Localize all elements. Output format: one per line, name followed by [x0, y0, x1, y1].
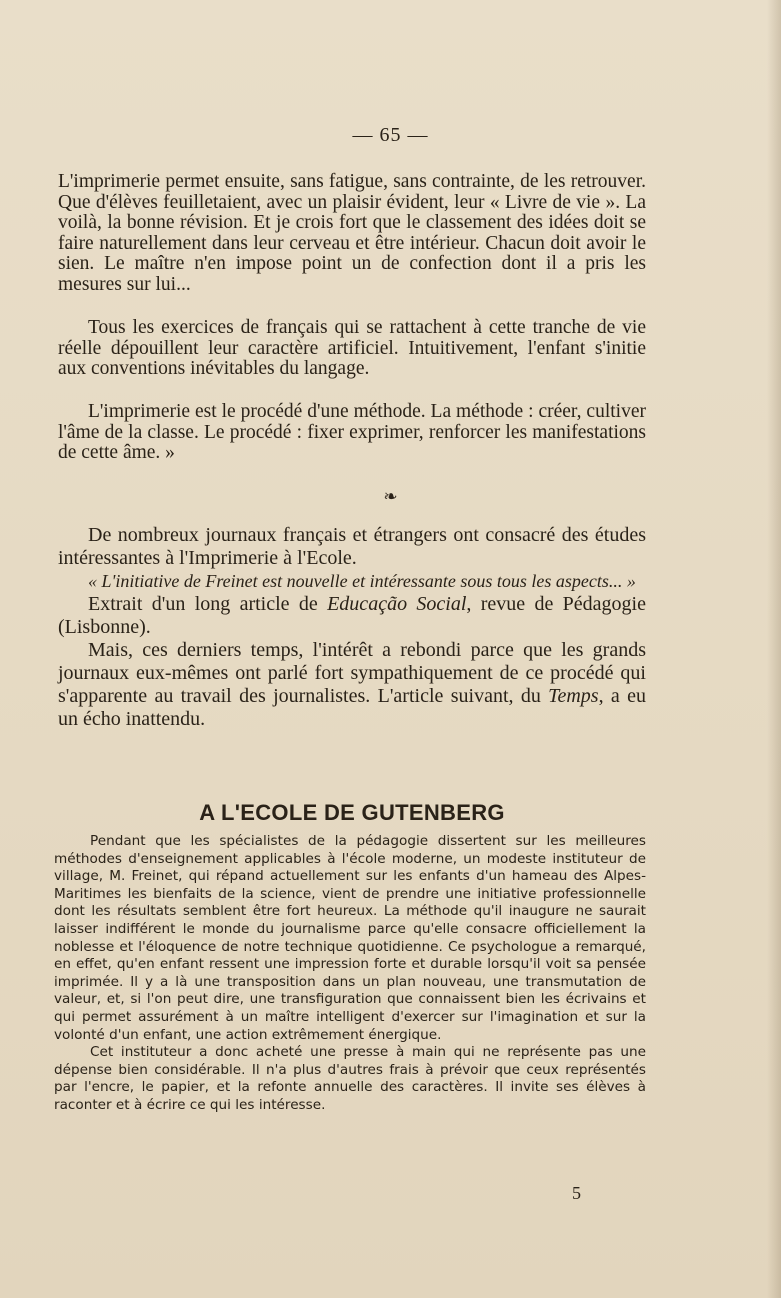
publication-title: Temps	[548, 685, 599, 707]
paragraph: L'imprimerie est le procédé d'une méthode. La méthode : créer, cultiver l'âme de la classe. Le procédé : fixer exprimer, renforcer les manifestations de cette âme. »	[58, 401, 646, 464]
article-body	[54, 833, 646, 1115]
paragraph: De nombreux journaux français et étrangers ont consacré des études intéressantes à l'Imprimerie à l'Ecole.	[58, 524, 646, 569]
fleuron-ornament: ❧	[383, 487, 398, 506]
text-run: , revue de Pédagogie (Lisbonne).	[58, 593, 646, 638]
press-section	[58, 524, 646, 731]
article-heading: A L'ECOLE DE GUTENBERG	[199, 800, 505, 825]
signature-mark: 5	[572, 1183, 581, 1203]
paragraph	[58, 593, 646, 639]
paragraph: Cet instituteur a donc acheté une presse à main qui ne représente pas une dépense bien considérable. Il n'a plus d'autres frais à prévoir que ceux représentés par l'encre, le papier, et la refonte annuelle des caractères. Il invite ses élèves à raconter et à écrire ce qui les intéresse.	[54, 1044, 646, 1113]
paragraph: L'imprimerie permet ensuite, sans fatigue, sans contrainte, de les retrouver. Que d'élèves feuilletaient, avec un plaisir évident, leur « Livre de vie ». La voilà, la bonne révision. Et je crois fort que le classement des idées doit se faire naturellement dans leur cerveau et être intérieur. Chacun doit avoir le sien. Le maître n'en impose point un de confection dont il a pris les mesures sur lui...	[58, 171, 646, 295]
paragraph-block	[58, 318, 646, 380]
paragraph	[58, 639, 646, 731]
paragraph-block	[58, 402, 646, 464]
text-run: Extrait d'un long article de	[88, 593, 328, 615]
publication-title: Educação Social	[327, 593, 467, 615]
paragraph-block	[58, 172, 646, 296]
page-fold-shadow	[767, 0, 781, 1298]
text-run: Mais, ces derniers temps, l'intérêt a rebondi parce que les grands journaux eux-mêmes ont parlé fort sympathiquement de ce procédé qui s'apparente au travail des journalistes. L'article suivant, du	[58, 639, 646, 707]
quotation: « L'initiative de Freinet est nouvelle et intéressante sous tous les aspects... »	[88, 571, 636, 591]
paragraph: Tous les exercices de français qui se rattachent à cette tranche de vie réelle dépouillent leur caractère artificiel. Intuitivement, l'enfant s'initie aux conventions inévitables du langage.	[58, 317, 646, 380]
text-run: , a eu un écho inattendu.	[58, 685, 646, 730]
paragraph: Pendant que les spécialistes de la pédagogie dissertent sur les meilleures méthodes d'enseignement applicables à l'école moderne, un modeste instituteur de village, M. Freinet, qui répand actuellement sur les enfants d'un hameau des Alpes-Maritimes les bienfaits de la science, vient de prendre une initiative professionnelle dont les résultats semblent être fort heureux. La méthode qu'il inaugure ne saurait laisser indifférent le monde du journalisme parce qu'elle consacre officiellement la noblesse et l'éloquence de notre technique quotidienne. Ce psychologue a remarqué, en effet, qu'en enfant ressent une impression forte et durable lorsqu'il voit sa pensée imprimée. Il y a là une transposition dans un plan nouveau, une transmutation de valeur, et, si l'on peut dire, une transfiguration que connaissent bien les écrivains et qui permet assurément à un maître intelligent d'exercer sur l'imagination et sur la volonté d'un enfant, une action extrêmement énergique.	[54, 833, 646, 1043]
page-number: — 65 —	[352, 124, 429, 146]
